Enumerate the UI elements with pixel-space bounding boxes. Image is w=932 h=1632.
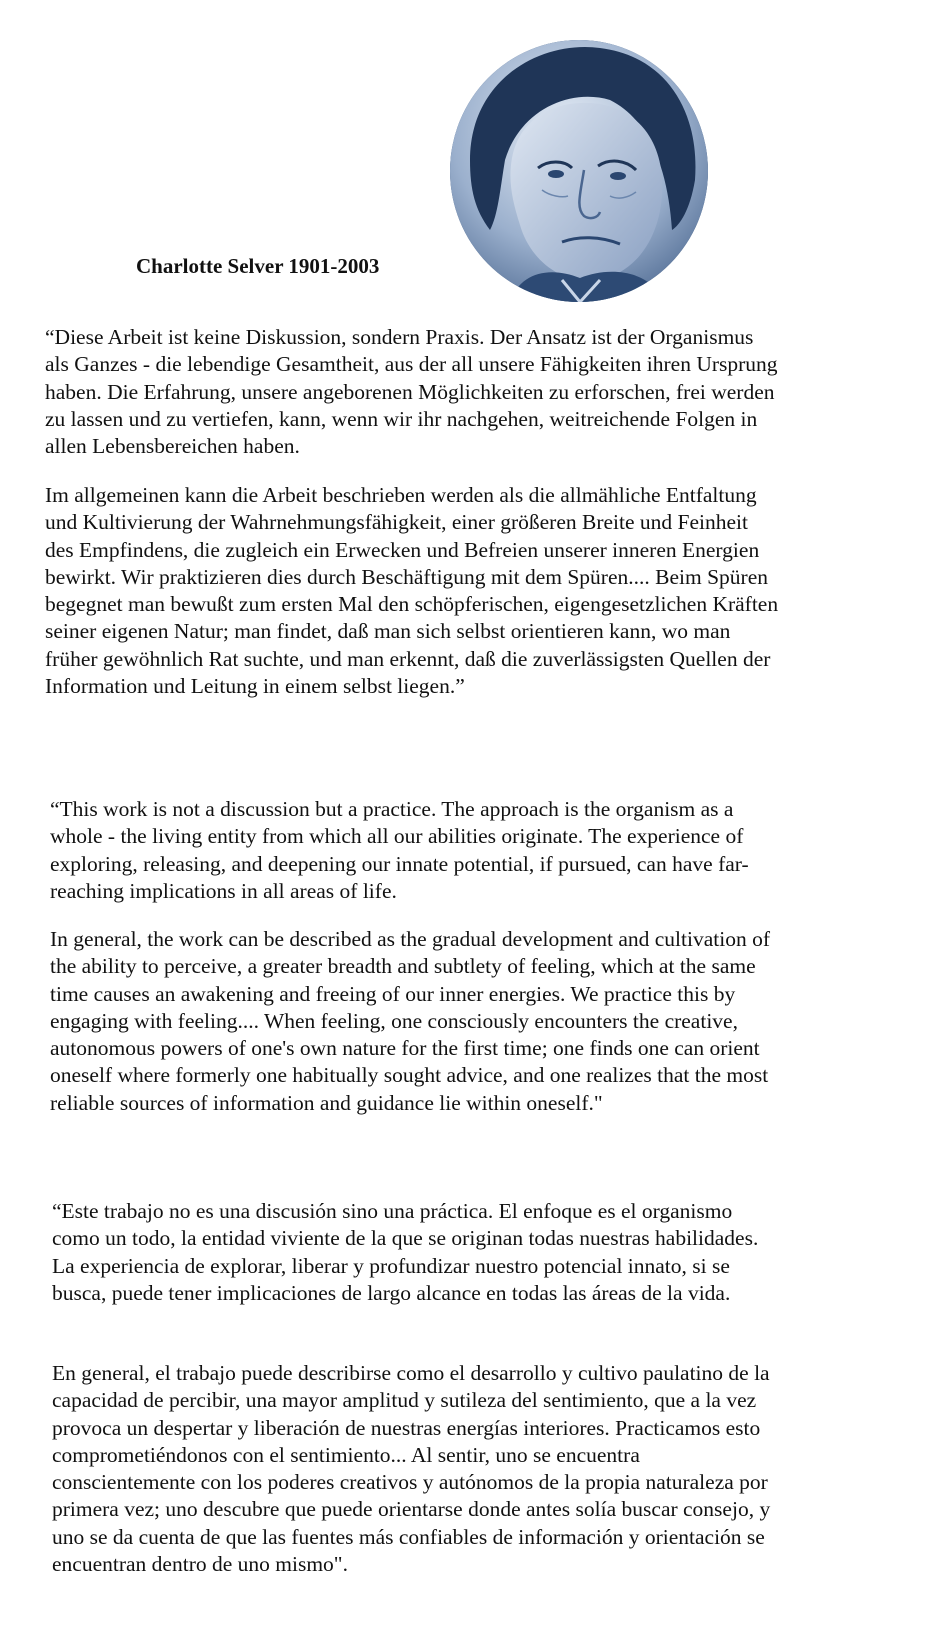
text-line: haben. Die Erfahrung, unsere angeborenen Möglichkeiten zu erforschen, frei werden [45, 379, 775, 404]
text-line: La experiencia de explorar, liberar y profundizar nuestro potencial innato, si se [52, 1253, 730, 1278]
text-line: reaching implications in all areas of life. [50, 878, 397, 903]
text-line: des Empfindens, die zugleich ein Erwecken und Befreien unserer inneren Energien [45, 537, 760, 562]
text-line: Im allgemeinen kann die Arbeit beschrieben werden als die allmähliche Entfaltung [45, 483, 757, 507]
text-line: whole - the living entity from which all our abilities originate. The experience of [50, 824, 744, 849]
text-line: oneself where formerly one habitually sought advice, and one realizes that the most [50, 1063, 769, 1088]
text-line: encuentran dentro de uno mismo". [52, 1552, 348, 1577]
text-line: como un todo, la entidad viviente de la que se originan todas nuestras habilidades. [52, 1226, 759, 1251]
spanish-paragraph-2 [52, 1360, 770, 1578]
text-line: exploring, releasing, and deepening our innate potential, if pursued, can have far- [50, 851, 749, 876]
text-line: und Kultivierung der Wahrnehmungsfähigkeit, einer größeren Breite und Feinheit [45, 510, 749, 535]
text-line: bewirkt. Wir praktizieren dies durch Beschäftigung mit dem Spüren.... Beim Spüren [45, 564, 769, 589]
text-line: En general, el trabajo puede describirse como el desarrollo y cultivo paulatino de la [52, 1361, 770, 1385]
text-line: autonomous powers of one's own nature for the first time; one finds one can orient [50, 1036, 760, 1061]
spanish-paragraph-1 [52, 1198, 758, 1307]
text-line: time causes an awakening and freeing of our inner energies. We practice this by [50, 981, 736, 1006]
page-title: Charlotte Selver 1901-2003 [136, 254, 380, 278]
german-paragraph-2 [45, 482, 778, 700]
text-line: capacidad de percibir, una mayor amplitud y sutileza del sentimiento, que a la vez [52, 1388, 757, 1413]
portrait-image [450, 40, 708, 302]
text-line: seiner eigenen Natur; man findet, daß man sich selbst orientieren kann, wo man [45, 619, 731, 644]
text-line: Information und Leitung in einem selbst liegen.” [45, 674, 465, 699]
text-line: begegnet man bewußt zum ersten Mal den schöpferischen, eigengesetzlichen Kräften [45, 592, 779, 617]
text-line: provoca un despertar y liberación de nuestras energías interiores. Practicamos esto [52, 1415, 761, 1440]
text-line: busca, puede tener implicaciones de largo alcance en todas las áreas de la vida. [52, 1280, 731, 1305]
text-line: reliable sources of information and guidance lie within oneself." [50, 1090, 603, 1115]
german-paragraph-1 [45, 324, 778, 460]
text-line: als Ganzes - die lebendige Gesamtheit, aus der all unsere Fähigkeiten ihren Ursprung [45, 352, 778, 377]
text-line: zu lassen und zu vertiefen, kann, wenn wir ihr nachgehen, weitreichende Folgen in [45, 406, 758, 431]
text-line: “Diese Arbeit ist keine Diskussion, sondern Praxis. Der Ansatz ist der Organismus [45, 325, 754, 349]
text-line: conscientemente con los poderes creativos y autónomos de la propia naturaleza por [52, 1470, 768, 1495]
text-line: engaging with feeling.... When feeling, one consciously encounters the creative, [50, 1008, 738, 1033]
text-line: früher gewöhnlich Rat suchte, und man erkennt, daß die zuverlässigsten Quellen der [45, 646, 771, 671]
text-line: “This work is not a discussion but a practice. The approach is the organism as a [50, 797, 734, 821]
text-line: comprometiéndonos con el sentimiento... Al sentir, uno se encuentra [52, 1442, 640, 1467]
text-line: the ability to perceive, a greater breadth and subtlety of feeling, which at the same [50, 954, 756, 979]
text-line: In general, the work can be described as the gradual development and cultivation of [50, 927, 770, 951]
english-paragraph-1 [50, 796, 749, 905]
text-line: primera vez; uno descubre que puede orientarse donde antes solía buscar consejo, y [52, 1497, 771, 1522]
text-line: uno se da cuenta de que las fuentes más confiables de información y orientación se [52, 1524, 765, 1549]
text-line: “Este trabajo no es una discusión sino una práctica. El enfoque es el organismo [52, 1199, 733, 1223]
english-paragraph-2 [50, 926, 770, 1117]
text-line: allen Lebensbereichen haben. [45, 434, 300, 459]
